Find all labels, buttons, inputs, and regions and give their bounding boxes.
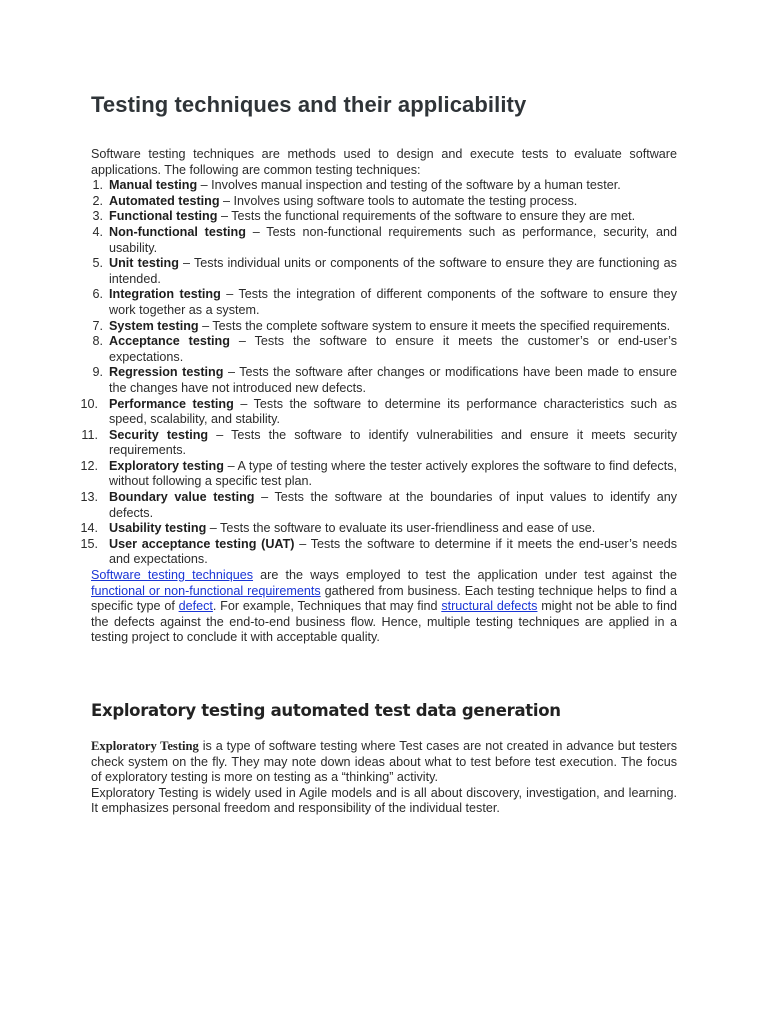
techniques-paragraph: [91, 568, 677, 646]
technique-item: [81, 427, 678, 459]
technique-name: Security testing: [109, 427, 209, 442]
technique-name: Acceptance testing: [109, 334, 230, 349]
technique-name: Boundary value testing: [109, 490, 255, 505]
list-number: 15.: [80, 536, 98, 551]
technique-item: [80, 490, 678, 521]
technique-item: [80, 396, 677, 428]
list-number: 2.: [92, 193, 103, 208]
technique-description: – Tests the software to determine its performance characteristics such as speed, scalability, and stability.: [109, 396, 677, 427]
list-number: 5.: [92, 256, 103, 271]
technique-name: System testing: [109, 318, 199, 333]
technique-item: [80, 521, 677, 537]
technique-name: Functional testing: [109, 209, 218, 224]
technique-name: Non-functional testing: [109, 224, 246, 239]
section-heading: Exploratory testing automated test data generation: [91, 701, 561, 720]
technique-description: – A type of testing where the tester actively explores the software to find defects, without following a specific test plan.: [109, 458, 678, 489]
technique-name: Exploratory testing: [109, 458, 224, 473]
technique-item: [91, 287, 677, 318]
list-number: 8.: [92, 334, 103, 349]
technique-item: [80, 536, 677, 568]
technique-name: Performance testing: [109, 396, 234, 411]
list-number: 7.: [92, 318, 103, 333]
technique-item: [91, 225, 677, 256]
paragraph-text-1: are the ways employed to test the application under test against the: [253, 568, 677, 583]
exploratory-term: Exploratory Testing: [91, 739, 199, 753]
list-number: 13.: [80, 490, 98, 505]
technique-description: – Tests the software to identify vulnerabilities and ensure it meets security requirements.: [109, 427, 678, 458]
list-number: 4.: [92, 224, 103, 239]
technique-description: – Tests the software after changes or modifications have been made to ensure the changes have not introduced new defects.: [109, 365, 677, 395]
technique-name: Automated testing: [109, 193, 220, 208]
paragraph-text-3: . For example, Techniques that may find: [212, 599, 442, 614]
technique-name: User acceptance testing (UAT): [109, 536, 295, 551]
main-content: [80, 147, 678, 646]
exploratory-paragraph-1: [91, 739, 677, 786]
technique-description: – Tests the complete software system to ensure it meets the specified requirements.: [198, 318, 671, 333]
list-number: 6.: [92, 287, 103, 302]
technique-name: Integration testing: [109, 287, 221, 302]
intro-paragraph: Software testing techniques are methods used to design and execute tests to evaluate software applications. The following are common testing techniques:: [91, 147, 677, 177]
technique-item: [91, 319, 677, 335]
link-functional-requirements[interactable]: functional or non-functional requirements: [91, 583, 321, 598]
technique-item: [91, 209, 677, 225]
technique-name: Unit testing: [109, 256, 179, 271]
technique-item: [91, 178, 677, 194]
exploratory-text: is a type of software testing where Test cases are not created in advance but testers check system on the fly. They may note down ideas about what to test before test execution. The focus of exploratory testing is more on testing as a “thinking” activity.: [91, 739, 677, 785]
link-software-testing-techniques[interactable]: Software testing techniques: [91, 568, 254, 583]
techniques-list: [80, 178, 678, 568]
exploratory-paragraph-2: Exploratory Testing is widely used in Agile models and is all about discovery, investigation, and learning. It emphasizes personal freedom and responsibility of the individual tester.: [91, 785, 677, 816]
exploratory-section: [91, 739, 677, 817]
technique-item: [91, 334, 677, 365]
technique-description: – Tests the integration of different components of the software to ensure they work together as a system.: [109, 287, 677, 317]
list-number: 12.: [80, 458, 98, 473]
list-number: 11.: [81, 427, 98, 442]
list-number: 14.: [80, 521, 98, 536]
technique-item: [91, 194, 677, 210]
technique-item: [91, 256, 677, 287]
link-structural-defects[interactable]: structural defects: [441, 599, 538, 614]
link-defect[interactable]: defect: [178, 599, 213, 614]
list-number: 3.: [92, 209, 103, 224]
list-number: 9.: [92, 365, 103, 380]
technique-description: – Tests the software to evaluate its user-friendliness and ease of use.: [206, 521, 596, 536]
list-number: 1.: [92, 178, 103, 193]
paragraph-text-4: might not be able to find the defects against the end-to-end business flow. Hence, multiple testing techniques are applied in a testing project to conclude it with acceptable quality.: [91, 599, 677, 645]
technique-name: Regression testing: [109, 365, 224, 380]
page-title: Testing techniques and their applicability: [91, 92, 527, 117]
technique-item: [91, 365, 677, 396]
technique-description: – Tests individual units or components of the software to ensure they are functioning as intended.: [109, 256, 677, 286]
technique-description: – Involves manual inspection and testing of the software by a human tester.: [197, 178, 621, 193]
paragraph-text-2: gathered from business. Each testing technique helps to find a specific type of: [91, 583, 677, 614]
technique-name: Manual testing: [109, 178, 198, 193]
list-number: 10.: [80, 396, 98, 411]
technique-name: Usability testing: [109, 521, 207, 536]
technique-item: [80, 458, 678, 490]
technique-description: – Involves using software tools to automate the testing process.: [219, 193, 578, 208]
technique-description: – Tests the software at the boundaries of input values to identify any defects.: [109, 490, 678, 520]
technique-description: – Tests the software to determine if it meets the end-user’s needs and expectations.: [109, 536, 677, 567]
technique-description: – Tests the software to ensure it meets the customer’s or end-user’s expectations.: [109, 334, 678, 364]
technique-description: – Tests non-functional requirements such as performance, security, and usability.: [109, 224, 677, 255]
technique-description: – Tests the functional requirements of the software to ensure they are met.: [217, 209, 636, 224]
